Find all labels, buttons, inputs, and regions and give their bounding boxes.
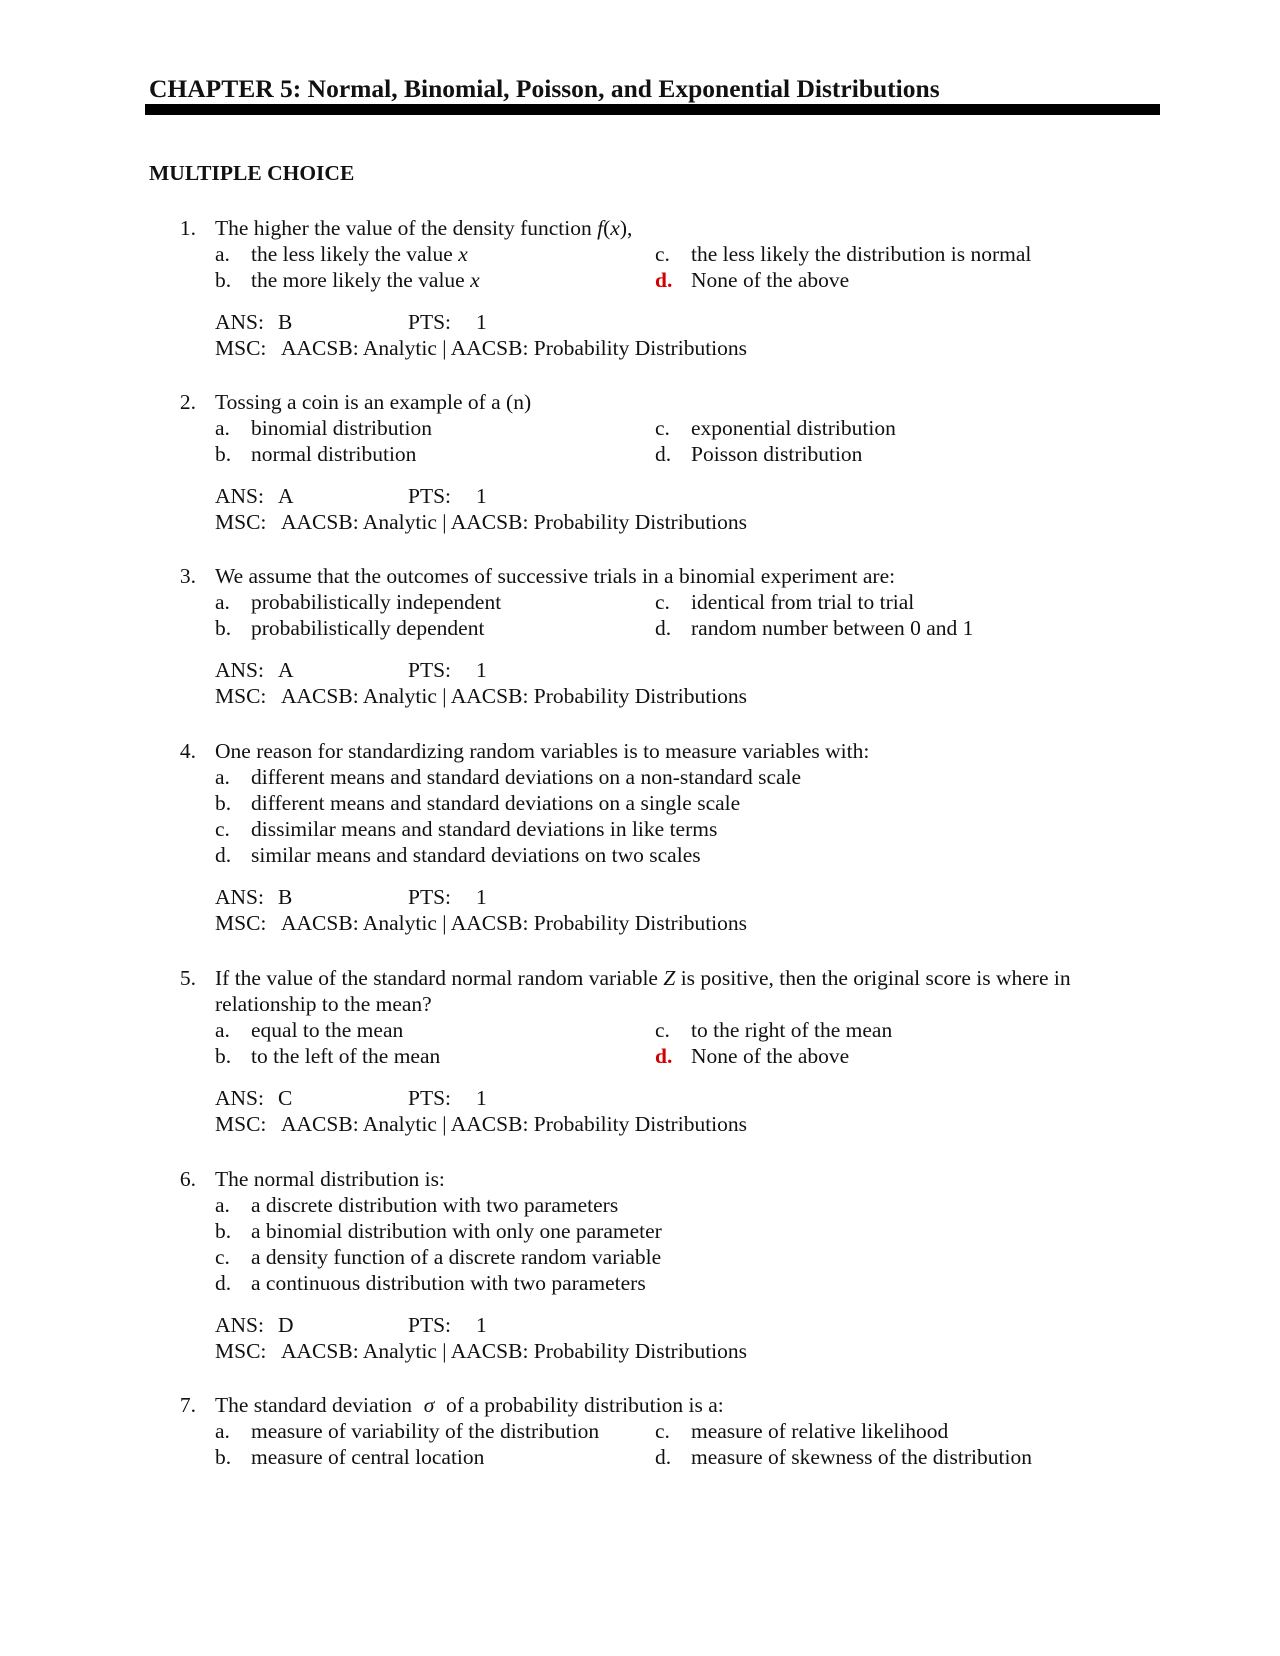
option-letter: b.	[215, 1445, 232, 1469]
ans-value: B	[278, 310, 293, 334]
option-letter: b.	[215, 616, 232, 640]
option-letter: d.	[215, 1271, 232, 1295]
option-letter: b.	[215, 268, 232, 292]
msc-value: AACSB: Analytic | AACSB: Probability Distributions	[281, 336, 748, 360]
answer-row	[215, 1312, 487, 1338]
option-a	[215, 415, 432, 441]
option-a	[215, 241, 468, 267]
pts-label: PTS:	[408, 484, 452, 508]
option-d	[655, 615, 973, 641]
option-letter: c.	[655, 242, 670, 266]
question-number: 1.	[179, 216, 196, 240]
option-d	[655, 1444, 1032, 1470]
option-c	[655, 1017, 892, 1043]
answer-row	[215, 483, 487, 509]
option-text	[251, 242, 468, 266]
option-letter: b.	[215, 1044, 232, 1068]
option-c	[215, 816, 717, 842]
option-text: binomial distribution	[251, 416, 432, 440]
option-letter: c.	[215, 1245, 230, 1269]
ans-value: D	[278, 1313, 294, 1337]
option-variable: x	[458, 242, 468, 266]
option-letter: d.	[215, 843, 232, 867]
option-text: dissimilar means and standard deviations in like terms	[251, 817, 718, 841]
msc-row	[215, 335, 747, 361]
stem-text-end: is positive, then the original score is where in relationship to the mean?	[215, 966, 1071, 1016]
option-text: different means and standard deviations on a non-standard scale	[251, 765, 802, 789]
msc-label: MSC:	[215, 684, 267, 708]
stem-text-end: ),	[619, 216, 633, 240]
question-stem	[215, 215, 1145, 241]
option-letter: a.	[215, 1419, 230, 1443]
question-stem	[215, 1392, 1145, 1418]
ans-label: ANS:	[215, 310, 264, 334]
sigma-symbol-icon: σ	[423, 1393, 435, 1417]
option-letter: d.	[655, 616, 672, 640]
option-c	[655, 1418, 948, 1444]
option-a	[215, 1192, 618, 1218]
option-d	[655, 1043, 849, 1069]
option-b	[215, 790, 740, 816]
section-heading: MULTIPLE CHOICE	[149, 161, 355, 185]
option-letter: c.	[655, 1419, 670, 1443]
option-letter: c.	[655, 590, 670, 614]
option-b	[215, 1444, 484, 1470]
pts-label: PTS:	[408, 885, 452, 909]
ans-label: ANS:	[215, 885, 264, 909]
pts-value: 1	[476, 658, 487, 682]
option-letter: c.	[215, 817, 230, 841]
option-letter: a.	[215, 765, 230, 789]
option-d	[215, 1270, 646, 1296]
option-letter: d.	[655, 442, 672, 466]
msc-row	[215, 910, 747, 936]
option-text: exponential distribution	[691, 416, 896, 440]
msc-value: AACSB: Analytic | AACSB: Probability Distributions	[281, 684, 748, 708]
option-text: normal distribution	[251, 442, 417, 466]
msc-label: MSC:	[215, 336, 267, 360]
option-text: probabilistically independent	[251, 590, 502, 614]
pts-label: PTS:	[408, 1086, 452, 1110]
question-number: 5.	[179, 966, 196, 990]
option-letter: b.	[215, 1219, 232, 1243]
option-label: the less likely the value	[251, 242, 459, 266]
option-text: measure of central location	[251, 1445, 485, 1469]
option-b	[215, 1043, 440, 1069]
option-letter: c.	[655, 416, 670, 440]
msc-value: AACSB: Analytic | AACSB: Probability Distributions	[281, 1112, 748, 1136]
answer-row	[215, 1085, 487, 1111]
msc-label: MSC:	[215, 911, 267, 935]
msc-label: MSC:	[215, 1339, 267, 1363]
question-number: 2.	[179, 390, 196, 414]
option-letter: a.	[215, 242, 230, 266]
option-text: similar means and standard deviations on two scales	[251, 843, 701, 867]
option-b	[215, 1218, 662, 1244]
option-letter: d.	[655, 1445, 672, 1469]
option-a	[215, 589, 501, 615]
option-text: probabilistically dependent	[251, 616, 485, 640]
msc-label: MSC:	[215, 510, 267, 534]
answer-row	[215, 309, 487, 335]
ans-value: C	[278, 1086, 293, 1110]
stem-text: The standard deviation	[215, 1393, 413, 1417]
option-d	[215, 842, 701, 868]
option-variable: x	[470, 268, 480, 292]
option-text: equal to the mean	[251, 1018, 404, 1042]
option-d	[655, 441, 862, 467]
question-number: 7.	[179, 1393, 196, 1417]
option-letter-highlighted: d.	[655, 268, 673, 292]
option-letter: a.	[215, 1193, 230, 1217]
question-stem: One reason for standardizing random variables is to measure variables with:	[215, 739, 870, 763]
option-letter: a.	[215, 416, 230, 440]
stem-variable: f	[597, 216, 604, 240]
option-label: the more likely the value	[251, 268, 471, 292]
option-text: identical from trial to trial	[691, 590, 915, 614]
option-text: a continuous distribution with two parameters	[251, 1271, 646, 1295]
option-letter: a.	[215, 590, 230, 614]
answer-row	[215, 884, 487, 910]
option-c	[655, 415, 896, 441]
question-number: 6.	[179, 1167, 196, 1191]
option-c	[215, 1244, 661, 1270]
option-text: different means and standard deviations on a single scale	[251, 791, 741, 815]
question-number: 4.	[179, 739, 196, 763]
option-text: to the left of the mean	[251, 1044, 441, 1068]
option-b	[215, 441, 416, 467]
pts-value: 1	[476, 1086, 487, 1110]
stem-text: The higher the value of the density function	[215, 216, 598, 240]
question-number: 3.	[179, 564, 196, 588]
option-text: measure of skewness of the distribution	[691, 1445, 1032, 1469]
option-a	[215, 764, 801, 790]
pts-label: PTS:	[408, 310, 452, 334]
option-letter: b.	[215, 791, 232, 815]
option-text: to the right of the mean	[691, 1018, 893, 1042]
option-text: None of the above	[691, 268, 850, 292]
msc-row	[215, 1338, 747, 1364]
msc-value: AACSB: Analytic | AACSB: Probability Distributions	[281, 510, 748, 534]
option-letter: b.	[215, 442, 232, 466]
pts-label: PTS:	[408, 658, 452, 682]
stem-variable: Z	[663, 966, 676, 990]
ans-value: A	[278, 484, 294, 508]
option-b	[215, 615, 484, 641]
ans-label: ANS:	[215, 1086, 264, 1110]
msc-label: MSC:	[215, 1112, 267, 1136]
ans-label: ANS:	[215, 1313, 264, 1337]
pts-value: 1	[476, 310, 487, 334]
option-c	[655, 589, 914, 615]
chapter-title: CHAPTER 5: Normal, Binomial, Poisson, and Exponential Distributions	[149, 74, 940, 103]
ans-label: ANS:	[215, 484, 264, 508]
stem-text-end: of a probability distribution is a:	[446, 1393, 724, 1417]
option-text: Poisson distribution	[691, 442, 863, 466]
option-letter: a.	[215, 1018, 230, 1042]
pts-value: 1	[476, 484, 487, 508]
msc-row	[215, 1111, 747, 1137]
msc-value: AACSB: Analytic | AACSB: Probability Distributions	[281, 1339, 748, 1363]
option-c	[655, 241, 1031, 267]
msc-row	[215, 683, 747, 709]
option-text: a density function of a discrete random variable	[251, 1245, 662, 1269]
ans-value: A	[278, 658, 294, 682]
question-stem: We assume that the outcomes of successive trials in a binomial experiment are:	[215, 564, 896, 588]
question-stem	[215, 965, 1145, 1017]
option-text: the less likely the distribution is normal	[691, 242, 1032, 266]
option-b	[215, 267, 480, 293]
stem-variable: x	[610, 216, 620, 240]
option-text: measure of variability of the distribution	[251, 1419, 600, 1443]
answer-row	[215, 657, 487, 683]
stem-paren: (	[603, 216, 611, 240]
option-text: measure of relative likelihood	[691, 1419, 949, 1443]
option-text: None of the above	[691, 1044, 850, 1068]
option-a	[215, 1418, 599, 1444]
stem-text: If the value of the standard normal random variable	[215, 966, 664, 990]
option-d	[655, 267, 849, 293]
ans-value: B	[278, 885, 293, 909]
question-stem: Tossing a coin is an example of a (n)	[215, 390, 532, 414]
pts-value: 1	[476, 885, 487, 909]
ans-label: ANS:	[215, 658, 264, 682]
msc-value: AACSB: Analytic | AACSB: Probability Distributions	[281, 911, 748, 935]
option-a	[215, 1017, 403, 1043]
option-letter-highlighted: d.	[655, 1044, 673, 1068]
question-stem: The normal distribution is:	[215, 1167, 445, 1191]
title-divider	[145, 104, 1160, 115]
option-text: random number between 0 and 1	[691, 616, 974, 640]
option-text: a binomial distribution with only one parameter	[251, 1219, 662, 1243]
msc-row	[215, 509, 747, 535]
option-letter: c.	[655, 1018, 670, 1042]
option-text	[251, 268, 480, 292]
pts-value: 1	[476, 1313, 487, 1337]
option-text: a discrete distribution with two parameters	[251, 1193, 619, 1217]
pts-label: PTS:	[408, 1313, 452, 1337]
